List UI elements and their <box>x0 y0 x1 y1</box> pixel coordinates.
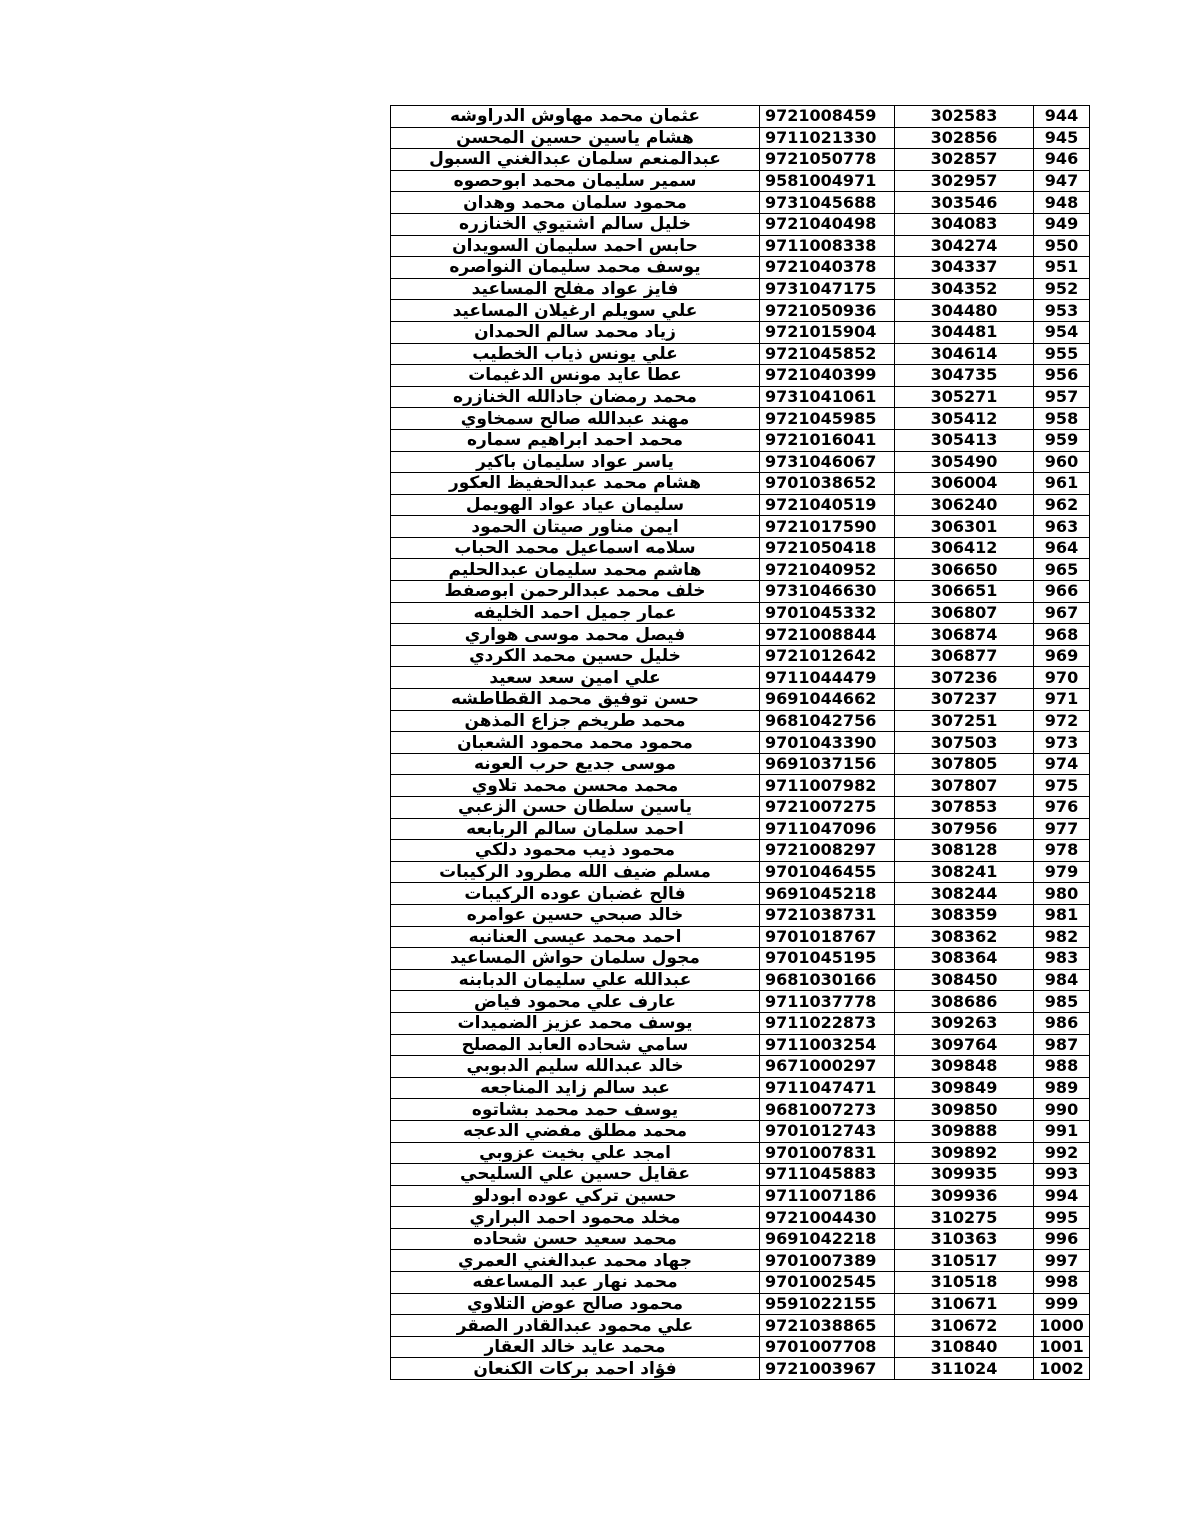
name-cell: فالح غضبان عوده الركيبات <box>391 883 760 905</box>
national-id-cell: 9681007273 <box>760 1099 895 1121</box>
sequence-number-cell: 953 <box>1034 300 1090 322</box>
code-cell: 306874 <box>895 624 1034 646</box>
national-id-cell: 9691044662 <box>760 689 895 711</box>
national-id-cell: 9701046455 <box>760 861 895 883</box>
sequence-number-cell: 947 <box>1034 170 1090 192</box>
name-cell: عبدالمنعم سلمان عبدالغني السبول <box>391 149 760 171</box>
national-id-cell: 9711044479 <box>760 667 895 689</box>
code-cell: 307807 <box>895 775 1034 797</box>
code-cell: 309850 <box>895 1099 1034 1121</box>
code-cell: 304352 <box>895 278 1034 300</box>
name-cell: خلف محمد عبدالرحمن ابوصفط <box>391 581 760 603</box>
national-id-cell: 9711045883 <box>760 1164 895 1186</box>
national-id-cell: 9721045985 <box>760 408 895 430</box>
name-cell: محمود سلمان محمد وهدان <box>391 192 760 214</box>
name-cell: حابس احمد سليمان السويدان <box>391 235 760 257</box>
national-id-cell: 9701045332 <box>760 602 895 624</box>
name-cell: مسلم ضيف الله مطرود الركيبات <box>391 861 760 883</box>
national-id-cell: 9721040952 <box>760 559 895 581</box>
sequence-number-cell: 1001 <box>1034 1336 1090 1358</box>
code-cell: 308244 <box>895 883 1034 905</box>
national-id-cell: 9701045195 <box>760 948 895 970</box>
sequence-number-cell: 981 <box>1034 904 1090 926</box>
name-cell: عمار جميل احمد الخليفه <box>391 602 760 624</box>
national-id-cell: 9721008459 <box>760 106 895 128</box>
code-cell: 305412 <box>895 408 1034 430</box>
national-id-cell: 9731046067 <box>760 451 895 473</box>
table-row <box>391 602 1090 624</box>
records-table-container <box>390 105 1090 1380</box>
name-cell: فايز عواد مفلح المساعيد <box>391 278 760 300</box>
code-cell: 308128 <box>895 840 1034 862</box>
sequence-number-cell: 975 <box>1034 775 1090 797</box>
national-id-cell: 9721004430 <box>760 1207 895 1229</box>
code-cell: 309936 <box>895 1185 1034 1207</box>
sequence-number-cell: 989 <box>1034 1077 1090 1099</box>
national-id-cell: 9711007186 <box>760 1185 895 1207</box>
table-row <box>391 645 1090 667</box>
sequence-number-cell: 980 <box>1034 883 1090 905</box>
code-cell: 306240 <box>895 494 1034 516</box>
name-cell: موسى جديع حرب العونه <box>391 753 760 775</box>
code-cell: 310275 <box>895 1207 1034 1229</box>
name-cell: عارف علي محمود فياض <box>391 991 760 1013</box>
national-id-cell: 9721016041 <box>760 429 895 451</box>
name-cell: محمد مطلق مفضي الدعجه <box>391 1120 760 1142</box>
sequence-number-cell: 961 <box>1034 473 1090 495</box>
table-row <box>391 689 1090 711</box>
national-id-cell: 9721008844 <box>760 624 895 646</box>
name-cell: محمد محسن محمد تلاوي <box>391 775 760 797</box>
sequence-number-cell: 994 <box>1034 1185 1090 1207</box>
sequence-number-cell: 997 <box>1034 1250 1090 1272</box>
code-cell: 308362 <box>895 926 1034 948</box>
table-row <box>391 127 1090 149</box>
name-cell: مهند عبدالله صالح سمخاوي <box>391 408 760 430</box>
sequence-number-cell: 968 <box>1034 624 1090 646</box>
national-id-cell: 9691045218 <box>760 883 895 905</box>
national-id-cell: 9711037778 <box>760 991 895 1013</box>
sequence-number-cell: 993 <box>1034 1164 1090 1186</box>
national-id-cell: 9591022155 <box>760 1293 895 1315</box>
sequence-number-cell: 971 <box>1034 689 1090 711</box>
code-cell: 308241 <box>895 861 1034 883</box>
code-cell: 309888 <box>895 1120 1034 1142</box>
name-cell: ايمن مناور صيتان الحمود <box>391 516 760 538</box>
name-cell: زياد محمد سالم الحمدان <box>391 321 760 343</box>
table-row <box>391 343 1090 365</box>
national-id-cell: 9721040498 <box>760 213 895 235</box>
name-cell: خليل سالم اشتيوي الخنازره <box>391 213 760 235</box>
table-row <box>391 948 1090 970</box>
national-id-cell: 9701007389 <box>760 1250 895 1272</box>
national-id-cell: 9731041061 <box>760 386 895 408</box>
sequence-number-cell: 948 <box>1034 192 1090 214</box>
table-row <box>391 1142 1090 1164</box>
table-row <box>391 1034 1090 1056</box>
name-cell: حسين تركي عوده ابودلو <box>391 1185 760 1207</box>
table-row <box>391 537 1090 559</box>
sequence-number-cell: 999 <box>1034 1293 1090 1315</box>
name-cell: سليمان عياد عواد الهويمل <box>391 494 760 516</box>
name-cell: عطا عايد مونس الدغيمات <box>391 365 760 387</box>
table-row <box>391 321 1090 343</box>
name-cell: احمد سلمان سالم الربابعه <box>391 818 760 840</box>
code-cell: 304480 <box>895 300 1034 322</box>
code-cell: 307236 <box>895 667 1034 689</box>
table-row <box>391 257 1090 279</box>
national-id-cell: 9581004971 <box>760 170 895 192</box>
code-cell: 310518 <box>895 1272 1034 1294</box>
code-cell: 304083 <box>895 213 1034 235</box>
sequence-number-cell: 973 <box>1034 732 1090 754</box>
name-cell: سلامه اسماعيل محمد الحباب <box>391 537 760 559</box>
name-cell: مجول سلمان حواش المساعيد <box>391 948 760 970</box>
national-id-cell: 9721050778 <box>760 149 895 171</box>
table-row <box>391 1056 1090 1078</box>
name-cell: محمود صالح عوض التلاوي <box>391 1293 760 1315</box>
sequence-number-cell: 995 <box>1034 1207 1090 1229</box>
code-cell: 304337 <box>895 257 1034 279</box>
name-cell: خالد عبدالله سليم الدبوبي <box>391 1056 760 1078</box>
code-cell: 308450 <box>895 969 1034 991</box>
code-cell: 310672 <box>895 1315 1034 1337</box>
name-cell: احمد محمد عيسى العنانبه <box>391 926 760 948</box>
sequence-number-cell: 982 <box>1034 926 1090 948</box>
national-id-cell: 9711047096 <box>760 818 895 840</box>
sequence-number-cell: 976 <box>1034 797 1090 819</box>
table-row <box>391 667 1090 689</box>
sequence-number-cell: 952 <box>1034 278 1090 300</box>
table-row <box>391 235 1090 257</box>
national-id-cell: 9721040399 <box>760 365 895 387</box>
code-cell: 306004 <box>895 473 1034 495</box>
table-row <box>391 1228 1090 1250</box>
name-cell: يوسف محمد عزيز الضميدات <box>391 1012 760 1034</box>
code-cell: 306301 <box>895 516 1034 538</box>
sequence-number-cell: 992 <box>1034 1142 1090 1164</box>
name-cell: عثمان محمد مهاوش الدراوشه <box>391 106 760 128</box>
code-cell: 307237 <box>895 689 1034 711</box>
name-cell: حسن توفيق محمد القطاطشه <box>391 689 760 711</box>
national-id-cell: 9701038652 <box>760 473 895 495</box>
code-cell: 310671 <box>895 1293 1034 1315</box>
code-cell: 307956 <box>895 818 1034 840</box>
sequence-number-cell: 969 <box>1034 645 1090 667</box>
name-cell: محمود محمد محمود الشعبان <box>391 732 760 754</box>
name-cell: محمد رمضان جادالله الخنازره <box>391 386 760 408</box>
table-row <box>391 451 1090 473</box>
name-cell: يوسف محمد سليمان النواصره <box>391 257 760 279</box>
code-cell: 309935 <box>895 1164 1034 1186</box>
code-cell: 308686 <box>895 991 1034 1013</box>
name-cell: هاشم محمد سليمان عبدالحليم <box>391 559 760 581</box>
sequence-number-cell: 956 <box>1034 365 1090 387</box>
table-row <box>391 300 1090 322</box>
table-row <box>391 904 1090 926</box>
sequence-number-cell: 974 <box>1034 753 1090 775</box>
sequence-number-cell: 955 <box>1034 343 1090 365</box>
table-row <box>391 710 1090 732</box>
name-cell: علي يونس ذياب الخطيب <box>391 343 760 365</box>
code-cell: 302583 <box>895 106 1034 128</box>
name-cell: امجد علي بخيت عزوبي <box>391 1142 760 1164</box>
sequence-number-cell: 960 <box>1034 451 1090 473</box>
code-cell: 309892 <box>895 1142 1034 1164</box>
name-cell: هشام ياسين حسين المحسن <box>391 127 760 149</box>
sequence-number-cell: 978 <box>1034 840 1090 862</box>
code-cell: 302957 <box>895 170 1034 192</box>
table-row <box>391 797 1090 819</box>
name-cell: خليل حسين محمد الكردي <box>391 645 760 667</box>
code-cell: 309849 <box>895 1077 1034 1099</box>
table-row <box>391 278 1090 300</box>
sequence-number-cell: 949 <box>1034 213 1090 235</box>
sequence-number-cell: 959 <box>1034 429 1090 451</box>
name-cell: ياسر عواد سليمان باكير <box>391 451 760 473</box>
sequence-number-cell: 972 <box>1034 710 1090 732</box>
national-id-cell: 9701043390 <box>760 732 895 754</box>
table-row <box>391 775 1090 797</box>
table-row <box>391 1077 1090 1099</box>
national-id-cell: 9691037156 <box>760 753 895 775</box>
national-id-cell: 9721050936 <box>760 300 895 322</box>
table-row <box>391 106 1090 128</box>
sequence-number-cell: 962 <box>1034 494 1090 516</box>
sequence-number-cell: 950 <box>1034 235 1090 257</box>
national-id-cell: 9711021330 <box>760 127 895 149</box>
national-id-cell: 9721050418 <box>760 537 895 559</box>
sequence-number-cell: 996 <box>1034 1228 1090 1250</box>
table-row <box>391 1358 1090 1380</box>
sequence-number-cell: 979 <box>1034 861 1090 883</box>
national-id-cell: 9701007831 <box>760 1142 895 1164</box>
table-row <box>391 1315 1090 1337</box>
national-id-cell: 9701007708 <box>760 1336 895 1358</box>
table-row <box>391 624 1090 646</box>
table-row <box>391 192 1090 214</box>
national-id-cell: 9711003254 <box>760 1034 895 1056</box>
sequence-number-cell: 944 <box>1034 106 1090 128</box>
national-id-cell: 9721015904 <box>760 321 895 343</box>
code-cell: 306807 <box>895 602 1034 624</box>
table-row <box>391 581 1090 603</box>
table-row <box>391 818 1090 840</box>
table-row <box>391 861 1090 883</box>
national-id-cell: 9701002545 <box>760 1272 895 1294</box>
table-row <box>391 516 1090 538</box>
table-row <box>391 753 1090 775</box>
sequence-number-cell: 986 <box>1034 1012 1090 1034</box>
sequence-number-cell: 988 <box>1034 1056 1090 1078</box>
sequence-number-cell: 985 <box>1034 991 1090 1013</box>
table-row <box>391 559 1090 581</box>
national-id-cell: 9721012642 <box>760 645 895 667</box>
table-row <box>391 926 1090 948</box>
name-cell: محمد طريخم جزاع المذهن <box>391 710 760 732</box>
code-cell: 303546 <box>895 192 1034 214</box>
code-cell: 309764 <box>895 1034 1034 1056</box>
table-row <box>391 170 1090 192</box>
code-cell: 310840 <box>895 1336 1034 1358</box>
name-cell: يوسف حمد محمد بشاتوه <box>391 1099 760 1121</box>
name-cell: فيصل محمد موسى هواري <box>391 624 760 646</box>
table-row <box>391 408 1090 430</box>
sequence-number-cell: 998 <box>1034 1272 1090 1294</box>
name-cell: محمد عايد خالد العقار <box>391 1336 760 1358</box>
sequence-number-cell: 966 <box>1034 581 1090 603</box>
records-table <box>390 105 1090 1380</box>
national-id-cell: 9731045688 <box>760 192 895 214</box>
name-cell: محمود ذيب محمود دلكي <box>391 840 760 862</box>
code-cell: 306650 <box>895 559 1034 581</box>
code-cell: 302856 <box>895 127 1034 149</box>
name-cell: فؤاد احمد بركات الكنعان <box>391 1358 760 1380</box>
table-row <box>391 149 1090 171</box>
code-cell: 304735 <box>895 365 1034 387</box>
national-id-cell: 9711008338 <box>760 235 895 257</box>
code-cell: 311024 <box>895 1358 1034 1380</box>
code-cell: 304274 <box>895 235 1034 257</box>
sequence-number-cell: 945 <box>1034 127 1090 149</box>
name-cell: عقايل حسين علي السليحي <box>391 1164 760 1186</box>
code-cell: 306651 <box>895 581 1034 603</box>
table-row <box>391 991 1090 1013</box>
sequence-number-cell: 946 <box>1034 149 1090 171</box>
name-cell: علي سويلم ارغيلان المساعيد <box>391 300 760 322</box>
national-id-cell: 9711047471 <box>760 1077 895 1099</box>
national-id-cell: 9681030166 <box>760 969 895 991</box>
national-id-cell: 9721007275 <box>760 797 895 819</box>
table-row <box>391 1120 1090 1142</box>
table-row <box>391 1336 1090 1358</box>
records-table-body <box>391 106 1090 1380</box>
code-cell: 305271 <box>895 386 1034 408</box>
table-row <box>391 732 1090 754</box>
code-cell: 307251 <box>895 710 1034 732</box>
name-cell: علي محمود عبدالقادر الصقر <box>391 1315 760 1337</box>
code-cell: 306877 <box>895 645 1034 667</box>
code-cell: 307853 <box>895 797 1034 819</box>
code-cell: 306412 <box>895 537 1034 559</box>
sequence-number-cell: 1002 <box>1034 1358 1090 1380</box>
national-id-cell: 9721003967 <box>760 1358 895 1380</box>
name-cell: جهاد محمد عبدالغني العمري <box>391 1250 760 1272</box>
code-cell: 304481 <box>895 321 1034 343</box>
sequence-number-cell: 967 <box>1034 602 1090 624</box>
sequence-number-cell: 965 <box>1034 559 1090 581</box>
national-id-cell: 9731046630 <box>760 581 895 603</box>
code-cell: 304614 <box>895 343 1034 365</box>
national-id-cell: 9721038865 <box>760 1315 895 1337</box>
national-id-cell: 9731047175 <box>760 278 895 300</box>
code-cell: 308359 <box>895 904 1034 926</box>
table-row <box>391 473 1090 495</box>
sequence-number-cell: 958 <box>1034 408 1090 430</box>
code-cell: 307503 <box>895 732 1034 754</box>
table-row <box>391 365 1090 387</box>
name-cell: محمد احمد ابراهيم سماره <box>391 429 760 451</box>
code-cell: 305490 <box>895 451 1034 473</box>
name-cell: عبد سالم زايد المناجعه <box>391 1077 760 1099</box>
table-row <box>391 1207 1090 1229</box>
sequence-number-cell: 977 <box>1034 818 1090 840</box>
sequence-number-cell: 991 <box>1034 1120 1090 1142</box>
national-id-cell: 9711022873 <box>760 1012 895 1034</box>
table-row <box>391 213 1090 235</box>
table-row <box>391 1272 1090 1294</box>
national-id-cell: 9721040378 <box>760 257 895 279</box>
national-id-cell: 9671000297 <box>760 1056 895 1078</box>
code-cell: 305413 <box>895 429 1034 451</box>
sequence-number-cell: 951 <box>1034 257 1090 279</box>
name-cell: مخلد محمود احمد البراري <box>391 1207 760 1229</box>
sequence-number-cell: 984 <box>1034 969 1090 991</box>
table-row <box>391 1099 1090 1121</box>
sequence-number-cell: 987 <box>1034 1034 1090 1056</box>
table-row <box>391 883 1090 905</box>
sequence-number-cell: 957 <box>1034 386 1090 408</box>
code-cell: 302857 <box>895 149 1034 171</box>
name-cell: عبدالله علي سليمان الدبابنه <box>391 969 760 991</box>
table-row <box>391 1250 1090 1272</box>
code-cell: 310517 <box>895 1250 1034 1272</box>
name-cell: علي امين سعد سعيد <box>391 667 760 689</box>
national-id-cell: 9721045852 <box>760 343 895 365</box>
table-row <box>391 1185 1090 1207</box>
sequence-number-cell: 963 <box>1034 516 1090 538</box>
national-id-cell: 9691042218 <box>760 1228 895 1250</box>
sequence-number-cell: 954 <box>1034 321 1090 343</box>
code-cell: 310363 <box>895 1228 1034 1250</box>
name-cell: محمد سعيد حسن شحاده <box>391 1228 760 1250</box>
table-row <box>391 969 1090 991</box>
national-id-cell: 9711007982 <box>760 775 895 797</box>
name-cell: ياسين سلطان حسن الزعبي <box>391 797 760 819</box>
table-row <box>391 1293 1090 1315</box>
name-cell: سامي شحاده العابد المصلح <box>391 1034 760 1056</box>
national-id-cell: 9721040519 <box>760 494 895 516</box>
sequence-number-cell: 970 <box>1034 667 1090 689</box>
table-row <box>391 429 1090 451</box>
national-id-cell: 9681042756 <box>760 710 895 732</box>
table-row <box>391 1164 1090 1186</box>
table-row <box>391 1012 1090 1034</box>
national-id-cell: 9721008297 <box>760 840 895 862</box>
table-row <box>391 386 1090 408</box>
national-id-cell: 9721038731 <box>760 904 895 926</box>
name-cell: محمد نهار عبد المساعفه <box>391 1272 760 1294</box>
table-row <box>391 494 1090 516</box>
national-id-cell: 9701018767 <box>760 926 895 948</box>
national-id-cell: 9721017590 <box>760 516 895 538</box>
sequence-number-cell: 964 <box>1034 537 1090 559</box>
national-id-cell: 9701012743 <box>760 1120 895 1142</box>
name-cell: هشام محمد عبدالحفيظ العكور <box>391 473 760 495</box>
code-cell: 307805 <box>895 753 1034 775</box>
name-cell: خالد صبحي حسين عوامره <box>391 904 760 926</box>
code-cell: 308364 <box>895 948 1034 970</box>
sequence-number-cell: 990 <box>1034 1099 1090 1121</box>
sequence-number-cell: 1000 <box>1034 1315 1090 1337</box>
name-cell: سمير سليمان محمد ابوحصوه <box>391 170 760 192</box>
code-cell: 309263 <box>895 1012 1034 1034</box>
sequence-number-cell: 983 <box>1034 948 1090 970</box>
code-cell: 309848 <box>895 1056 1034 1078</box>
table-row <box>391 840 1090 862</box>
